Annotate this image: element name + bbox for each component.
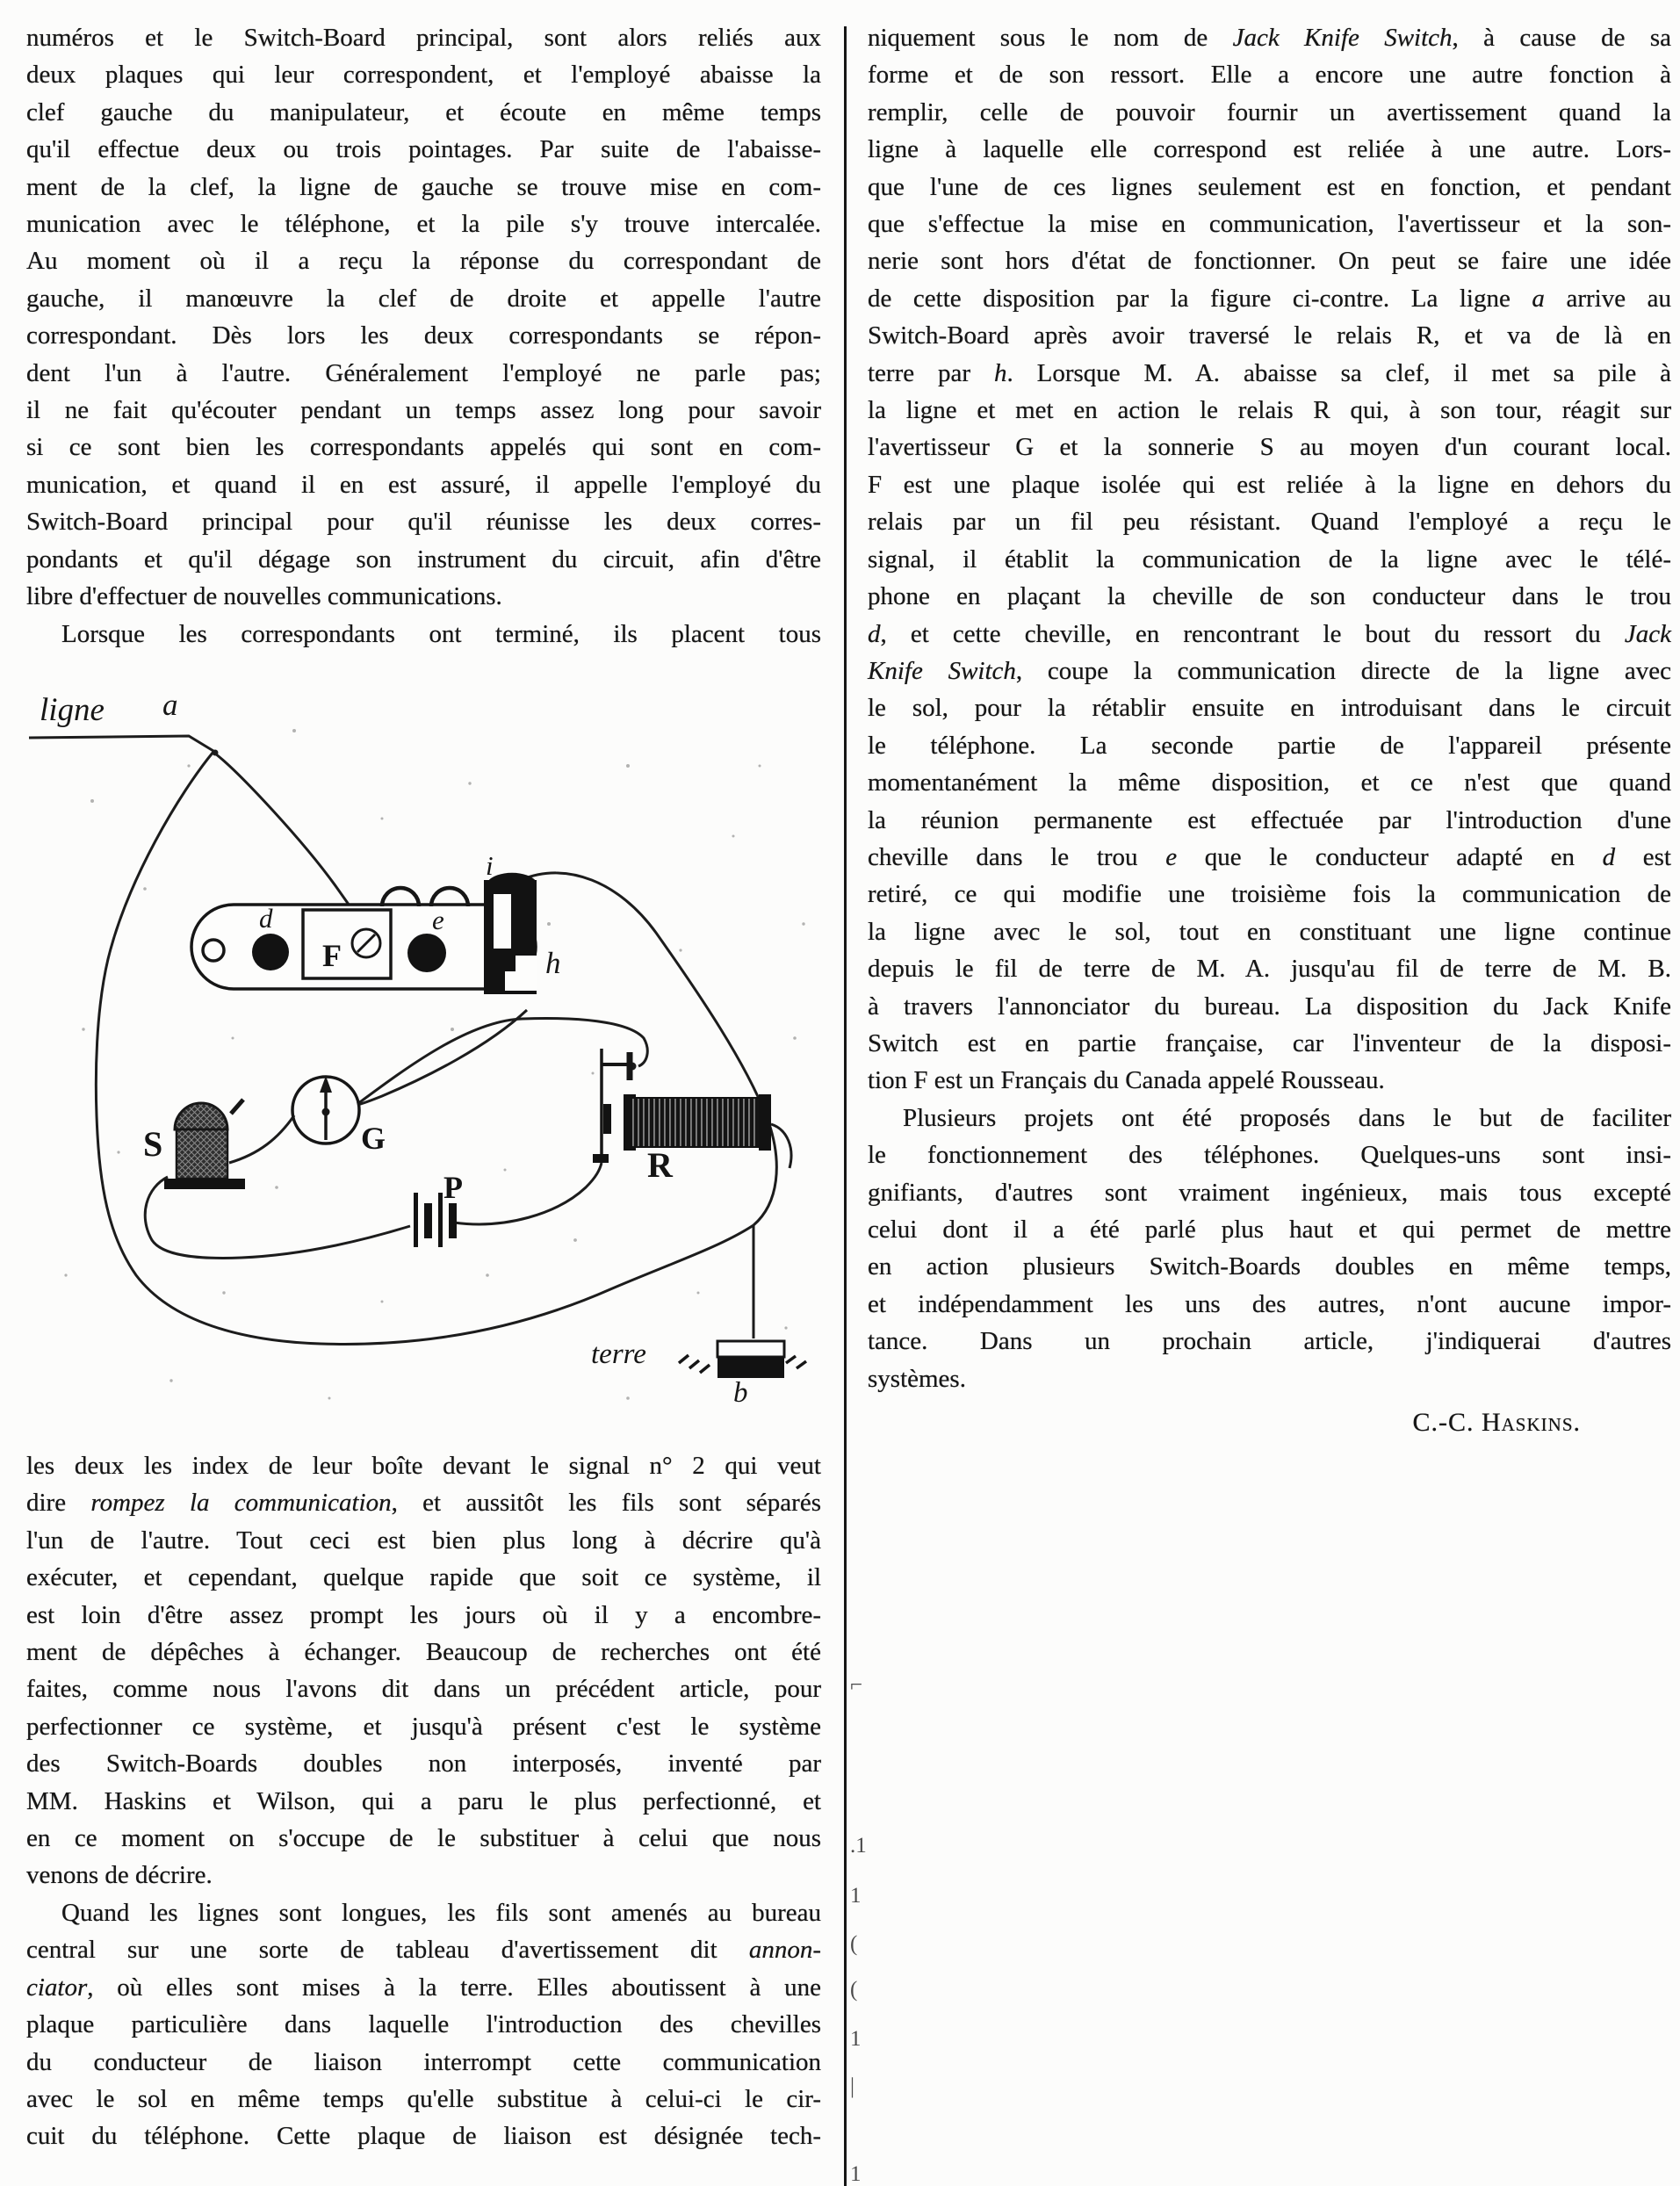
relay-coil xyxy=(631,1098,764,1147)
text-line: si ce sont bien les correspondants appelés qui sont en com- xyxy=(26,433,821,462)
left-column-upper-text xyxy=(26,19,821,653)
text-line: systèmes. xyxy=(868,1364,966,1393)
text-line: avec le sol en même temps qu'elle substitue à celui-ci le cir- xyxy=(26,2084,821,2113)
wire-ligne-a xyxy=(29,736,213,751)
text-line: nerie sont hors d'état de fonctionner. On peut se faire une idée xyxy=(868,247,1671,276)
paper-speckle xyxy=(64,729,804,1400)
column-divider-rule xyxy=(844,26,847,2186)
text-line: l'avertisseur G et la sonnerie S au moyen d'un courant local. xyxy=(868,433,1671,462)
text-line: tion F est un Français du Canada appelé Rousseau. xyxy=(868,1066,1385,1095)
text-line: ciator, où elles sont mises à la terre. Elles aboutissent à une xyxy=(26,1973,821,2002)
text-line: la ligne avec le sol, tout en constituant une ligne continue xyxy=(868,917,1671,946)
text-line: terre par h. Lorsque M. A. abaisse sa clef, il met sa pile à xyxy=(868,358,1671,387)
print-fragment: 1 xyxy=(850,1884,862,1908)
text-line: est loin d'être assez prompt les jours où il y a encombre- xyxy=(26,1600,821,1629)
paragraph xyxy=(26,1894,821,2155)
bell-clapper xyxy=(231,1100,243,1114)
bell-gong xyxy=(175,1103,227,1129)
label-h: h xyxy=(545,946,561,980)
text-line: dent l'un à l'autre. Généralement l'employé ne parle pas; xyxy=(26,358,821,387)
wire-junction-knot xyxy=(213,750,219,756)
text-line: le sol, pour la rétablir ensuite en introduisant dans le circuit xyxy=(868,694,1671,723)
text-line: ment de dépêches à échanger. Beaucoup de recherches ont été xyxy=(26,1638,821,1667)
battery-plate xyxy=(414,1193,418,1247)
text-line: deux plaques qui leur correspondent, et l'employé abaisse la xyxy=(26,61,821,90)
label-P: P xyxy=(443,1170,463,1205)
left-column-lower-text xyxy=(26,1447,821,2155)
jack-block-slot xyxy=(494,894,511,949)
text-line: signal, il établit la communication de la ligne avec le télé- xyxy=(868,545,1671,574)
paragraph xyxy=(26,1447,821,1894)
relay xyxy=(593,1049,771,1163)
label-terre: terre xyxy=(591,1338,646,1370)
text-line: cheville dans le trou e que le conducteur adapté en d est xyxy=(868,842,1671,871)
text-line: du conducteur de liaison interrompt cette communication xyxy=(26,2047,821,2076)
bell-body xyxy=(177,1129,227,1179)
text-line: exécuter, et cependant, quelque rapide que soit ce système, il xyxy=(26,1563,821,1592)
text-line: niquement sous le nom de Jack Knife Switch, à cause de sa xyxy=(868,24,1671,52)
jack-block-step xyxy=(505,956,516,971)
text-line: d, et cette cheville, en rencontrant le bout du ressort du Jack xyxy=(868,619,1671,648)
text-line: les deux les index de leur boîte devant le signal n° 2 qui veut xyxy=(26,1452,821,1480)
battery-plate xyxy=(424,1203,432,1238)
ground-terre xyxy=(679,1341,806,1378)
text-line: remplir, celle de pouvoir fournir un avertissement quand la xyxy=(868,97,1671,126)
text-line: pondants et qu'il dégage son instrument du circuit, afin d'être xyxy=(26,545,821,574)
text-line: que s'effectue la mise en communication, l'avertisseur et la son- xyxy=(868,210,1671,239)
text-line: dire rompez la communication, et aussitôt les fils sont séparés xyxy=(26,1489,821,1518)
text-line: retiré, ce qui modifie une troisième fois la communication de xyxy=(868,880,1671,909)
text-line: MM. Haskins et Wilson, qui a paru le plus perfectionné, et xyxy=(26,1786,821,1815)
bell-base xyxy=(164,1179,245,1189)
label-R: R xyxy=(647,1145,673,1185)
paragraph xyxy=(868,19,1671,1100)
text-line: qu'il effectue deux ou trois pointages. Par suite de l'abaisse- xyxy=(26,135,821,164)
text-line: faites, comme nous l'avons dit dans un précédent article, pour xyxy=(26,1675,821,1704)
paragraph xyxy=(868,1100,1671,1397)
text-line: des Switch-Boards doubles non interposés, inventé par xyxy=(26,1750,821,1778)
text-line: tance. Dans un prochain article, j'indiquerai d'autres xyxy=(868,1327,1671,1356)
text-line: numéros et le Switch-Board principal, sont alors reliés aux xyxy=(26,24,821,52)
armature-nub xyxy=(603,1104,611,1134)
armature-foot xyxy=(593,1154,609,1163)
text-line: relais par un fil peu résistant. Quand l'employé a reçu le xyxy=(868,508,1671,537)
text-line: à travers l'annonciator du bureau. La disposition du Jack Knife xyxy=(868,992,1671,1021)
text-line: Switch-Board principal pour qu'il réunisse les deux corres- xyxy=(26,508,821,537)
coil-end-cap xyxy=(759,1094,771,1151)
print-fragment: .1 xyxy=(850,1834,867,1858)
text-line: la ligne et met en action le relais R qui, à son tour, réagit sur xyxy=(868,396,1671,425)
text-line: ment de la clef, la ligne de gauche se trouve mise en com- xyxy=(26,172,821,201)
print-fragment: ( xyxy=(850,1932,858,1956)
text-line: l'un de l'autre. Tout ceci est bien plus long à décrire qu'à xyxy=(26,1526,821,1555)
text-line: clef gauche du manipulateur, et écoute en même temps xyxy=(26,97,821,126)
label-i: i xyxy=(486,850,494,881)
label-e: e xyxy=(432,905,444,935)
text-line: libre d'effectuer de nouvelles communications. xyxy=(26,582,502,611)
text-line: le fonctionnement des téléphones. Quelques-uns sont insi- xyxy=(868,1141,1671,1170)
text-line: F est une plaque isolée qui est reliée à la ligne en dehors du xyxy=(868,470,1671,499)
label-b: b xyxy=(733,1377,748,1409)
text-line: il ne fait qu'écouter pendant un temps assez long pour savoir xyxy=(26,396,821,425)
text-line: munication, et quand il en est assuré, il appelle l'employé du xyxy=(26,470,821,499)
figure-circuit-diagram xyxy=(13,660,834,1442)
text-line: de cette disposition par la figure ci-contre. La ligne a arrive au xyxy=(868,284,1671,313)
text-line: momentanément la même disposition, et ce n'est que quand xyxy=(868,768,1671,797)
text-line: central sur une sorte de tableau d'avertissement dit annon- xyxy=(26,1936,821,1965)
label-a: a xyxy=(162,688,178,722)
right-column-text xyxy=(868,19,1671,1441)
galvanometer xyxy=(292,1076,359,1144)
jack-hole-e xyxy=(407,934,446,972)
text-line: Quand les lignes sont longues, les fils sont amenés au bureau xyxy=(61,1898,821,1927)
text-line: cuit du téléphone. Cette plaque de liaison est désignée tech- xyxy=(26,2122,821,2151)
text-line: que l'une de ces lignes seulement est en fonction, et pendant xyxy=(868,172,1671,201)
text-line: plaque particulière dans laquelle l'introduction des chevilles xyxy=(26,2010,821,2039)
needle-pivot xyxy=(322,1108,330,1116)
label-d: d xyxy=(259,903,273,934)
text-line: gnifiants, d'autres sont vraiment ingénieux, mais tous excepté xyxy=(868,1178,1671,1207)
author-signature: C.-C. Haskins. xyxy=(1412,1408,1581,1438)
label-ligne: ligne xyxy=(40,692,105,728)
wire-left-loop xyxy=(96,752,753,1344)
text-line: perfectionner ce système, et jusqu'à présent c'est le système xyxy=(26,1712,821,1741)
text-line: venons de décrire. xyxy=(26,1861,213,1890)
jack-knife-switch-bar xyxy=(191,873,537,994)
print-fragment: 1 xyxy=(850,2027,862,2051)
ground-block-bottom xyxy=(717,1357,784,1378)
text-line: en ce moment on s'occupe de le substituer à celui que nous xyxy=(26,1824,821,1853)
text-line: Plusieurs projets ont été proposés dans le but de faciliter xyxy=(903,1103,1671,1132)
label-S: S xyxy=(143,1124,163,1164)
text-line: Lorsque les correspondants ont terminé, ils placent tous xyxy=(61,619,821,648)
bell-sonnerie xyxy=(164,1100,245,1189)
wire-bar-to-galvanometer xyxy=(357,1010,527,1105)
text-line: celui dont il a été parlé plus haut et qui permet de mettre xyxy=(868,1216,1671,1244)
print-fragment: ( xyxy=(850,1978,858,2002)
battery-plate xyxy=(449,1203,457,1238)
paragraph xyxy=(26,19,821,616)
print-fragment: ⌐ xyxy=(850,1673,863,1697)
circuit-wires xyxy=(29,736,791,1344)
text-line: phone en plaçant la cheville de son conducteur dans le trou xyxy=(868,582,1671,611)
text-line: depuis le fil de terre de M. A. jusqu'au fil de terre de M. B. xyxy=(868,955,1671,984)
paragraph xyxy=(26,616,821,653)
text-line: la réunion permanente est effectuée par l'introduction d'une xyxy=(868,805,1671,834)
text-line: Au moment où il a reçu la réponse du correspondant de xyxy=(26,247,821,276)
wire-bell-to-galvanometer xyxy=(229,1115,294,1163)
text-line: Switch est en partie française, car l'inventeur de la disposi- xyxy=(868,1028,1671,1057)
wire-battery-to-armature xyxy=(454,1163,602,1224)
text-line: Switch-Board après avoir traversé le relais R, et va de là en xyxy=(868,321,1671,350)
label-G: G xyxy=(361,1121,386,1156)
text-line: le téléphone. La seconde partie de l'appareil présente xyxy=(868,731,1671,760)
text-line: et indépendamment les uns des autres, n'ont aucune impor- xyxy=(868,1289,1671,1318)
label-F: F xyxy=(322,938,342,973)
text-line: gauche, il manœuvre la clef de droite et appelle l'autre xyxy=(26,284,821,313)
text-line: Knife Switch, coupe la communication directe de la ligne avec xyxy=(868,656,1671,685)
text-line: correspondant. Dès lors les deux correspondants se répon- xyxy=(26,321,821,350)
text-line: ligne à laquelle elle correspond est reliée à une autre. Lors- xyxy=(868,135,1671,164)
battery-plate xyxy=(438,1193,443,1247)
jack-hole-d xyxy=(252,934,289,970)
print-fragment: 1 xyxy=(850,2162,862,2186)
text-line: forme et de son ressort. Elle a encore une autre fonction à xyxy=(868,61,1671,90)
text-line: en action plusieurs Switch-Boards doubles en même temps, xyxy=(868,1252,1671,1281)
ground-block-top xyxy=(717,1341,784,1357)
text-line: munication avec le téléphone, et la pile s'y trouve intercalée. xyxy=(26,210,821,239)
print-fragment: | xyxy=(850,2074,855,2098)
